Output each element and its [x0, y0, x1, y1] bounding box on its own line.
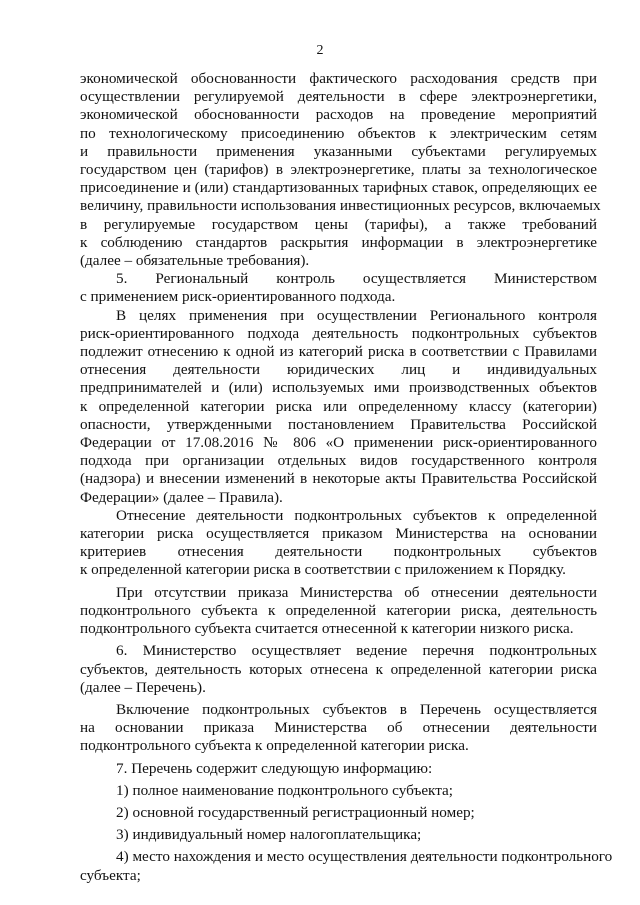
page-number: 2: [316, 43, 324, 58]
paragraph-requirements-continuation: [80, 70, 601, 270]
text-line: к определенной категории риска или определенному классу (категории): [80, 397, 597, 415]
text-line: государством цен (тарифов) в электроэнергетике, платы за технологическое: [80, 161, 597, 179]
text-line: 6. Министерство осуществляет ведение перечня подконтрольных: [116, 642, 597, 660]
text-line: (надзора) и внесении изменений в некоторые акты Правительства Российской: [80, 470, 597, 488]
list-item-2: [80, 804, 597, 822]
text-line: (далее – Перечень).: [80, 678, 206, 696]
text-line: подконтрольного субъекта к определенной категории риска.: [80, 737, 469, 755]
text-line: 3) индивидуальный номер налогоплательщика;: [116, 826, 422, 844]
text-line: Федерации» (далее – Правила).: [80, 488, 283, 506]
paragraph-clause-6: [80, 642, 597, 697]
text-line: риск-ориентированного подхода деятельность подконтрольных субъектов: [80, 324, 597, 342]
text-line: величину, правильности использования инвестиционных ресурсов, включаемых: [80, 197, 601, 215]
text-line: опасности, утвержденными постановлением Правительства Российской: [80, 415, 597, 433]
text-line: к определенной категории риска в соответствии с приложением к Порядку.: [80, 561, 566, 579]
paragraph-risk-assignment: [80, 507, 597, 580]
text-line: экономической обоснованности фактического расходования средств при: [80, 70, 597, 87]
text-line: по технологическому присоединению объектов к электрическим сетям: [80, 124, 597, 142]
text-line: подхода при организации отдельных видов государственного контроля: [80, 452, 597, 470]
text-line: подлежит отнесению к одной из категорий риска в соответствии с Правилами: [80, 343, 597, 361]
text-line: критериев отнесения деятельности подконтрольных субъектов: [80, 543, 597, 561]
text-line: 2) основной государственный регистрационный номер;: [116, 803, 475, 821]
paragraph-risk-categories: [80, 307, 597, 507]
text-line: предпринимателей и (или) используемых ими производственных объектов: [80, 379, 597, 397]
text-line: 5. Региональный контроль осуществляется Министерством: [116, 270, 597, 288]
text-line: 7. Перечень содержит следующую информацию:: [116, 759, 433, 777]
list-item-3: [80, 826, 597, 844]
text-line: подконтрольного субъекта к определенной категории риска, деятельность: [80, 601, 597, 619]
text-line: осуществлении регулируемой деятельности в сфере электроэнергетики,: [80, 88, 597, 106]
text-line: присоединение и (или) стандартизованных тарифных ставок, определяющих ее: [80, 179, 597, 197]
text-line: Федерации от 17.08.2016 № 806 «О применении риск-ориентированного: [80, 434, 597, 452]
text-line: Отнесение деятельности подконтрольных субъектов к определенной: [116, 506, 597, 524]
text-line: отнесения деятельности юридических лиц и индивидуальных: [80, 361, 597, 379]
text-line: экономической обоснованности расходов на проведение мероприятий: [80, 106, 597, 124]
text-line: субъекта;: [80, 866, 141, 884]
text-line: (далее – обязательные требования).: [80, 252, 310, 270]
document-body: [80, 70, 613, 885]
text-line: с применением риск-ориентированного подхода.: [80, 288, 396, 306]
text-line: к соблюдению стандартов раскрытия информации в электроэнергетике: [80, 233, 597, 251]
text-line: категории риска осуществляется приказом Министерства на основании: [80, 525, 597, 543]
list-item-4: [80, 848, 613, 884]
text-line: При отсутствии приказа Министерства об отнесении деятельности: [116, 583, 597, 601]
text-line: на основании приказа Министерства об отнесении деятельности: [80, 719, 597, 737]
text-line: субъектов, деятельность которых отнесена к определенной категории риска: [80, 660, 597, 678]
paragraph-list-inclusion: [80, 701, 597, 756]
text-line: в регулируемые государством цены (тарифы), а также требований: [80, 215, 597, 233]
text-line: подконтрольного субъекта считается отнесенной к категории низкого риска.: [80, 620, 574, 638]
text-line: 4) место нахождения и место осуществления деятельности подконтрольного: [116, 848, 613, 866]
text-line: В целях применения при осуществлении Регионального контроля: [116, 306, 597, 324]
paragraph-clause-7: [80, 760, 597, 778]
paragraph-clause-5: [80, 270, 597, 306]
text-line: 1) полное наименование подконтрольного субъекта;: [116, 781, 454, 799]
list-item-1: [80, 782, 597, 800]
text-line: и правильности применения указанными субъектами регулируемых: [80, 142, 597, 160]
text-line: Включение подконтрольных субъектов в Перечень осуществляется: [116, 700, 597, 718]
paragraph-low-risk-default: [80, 584, 597, 639]
